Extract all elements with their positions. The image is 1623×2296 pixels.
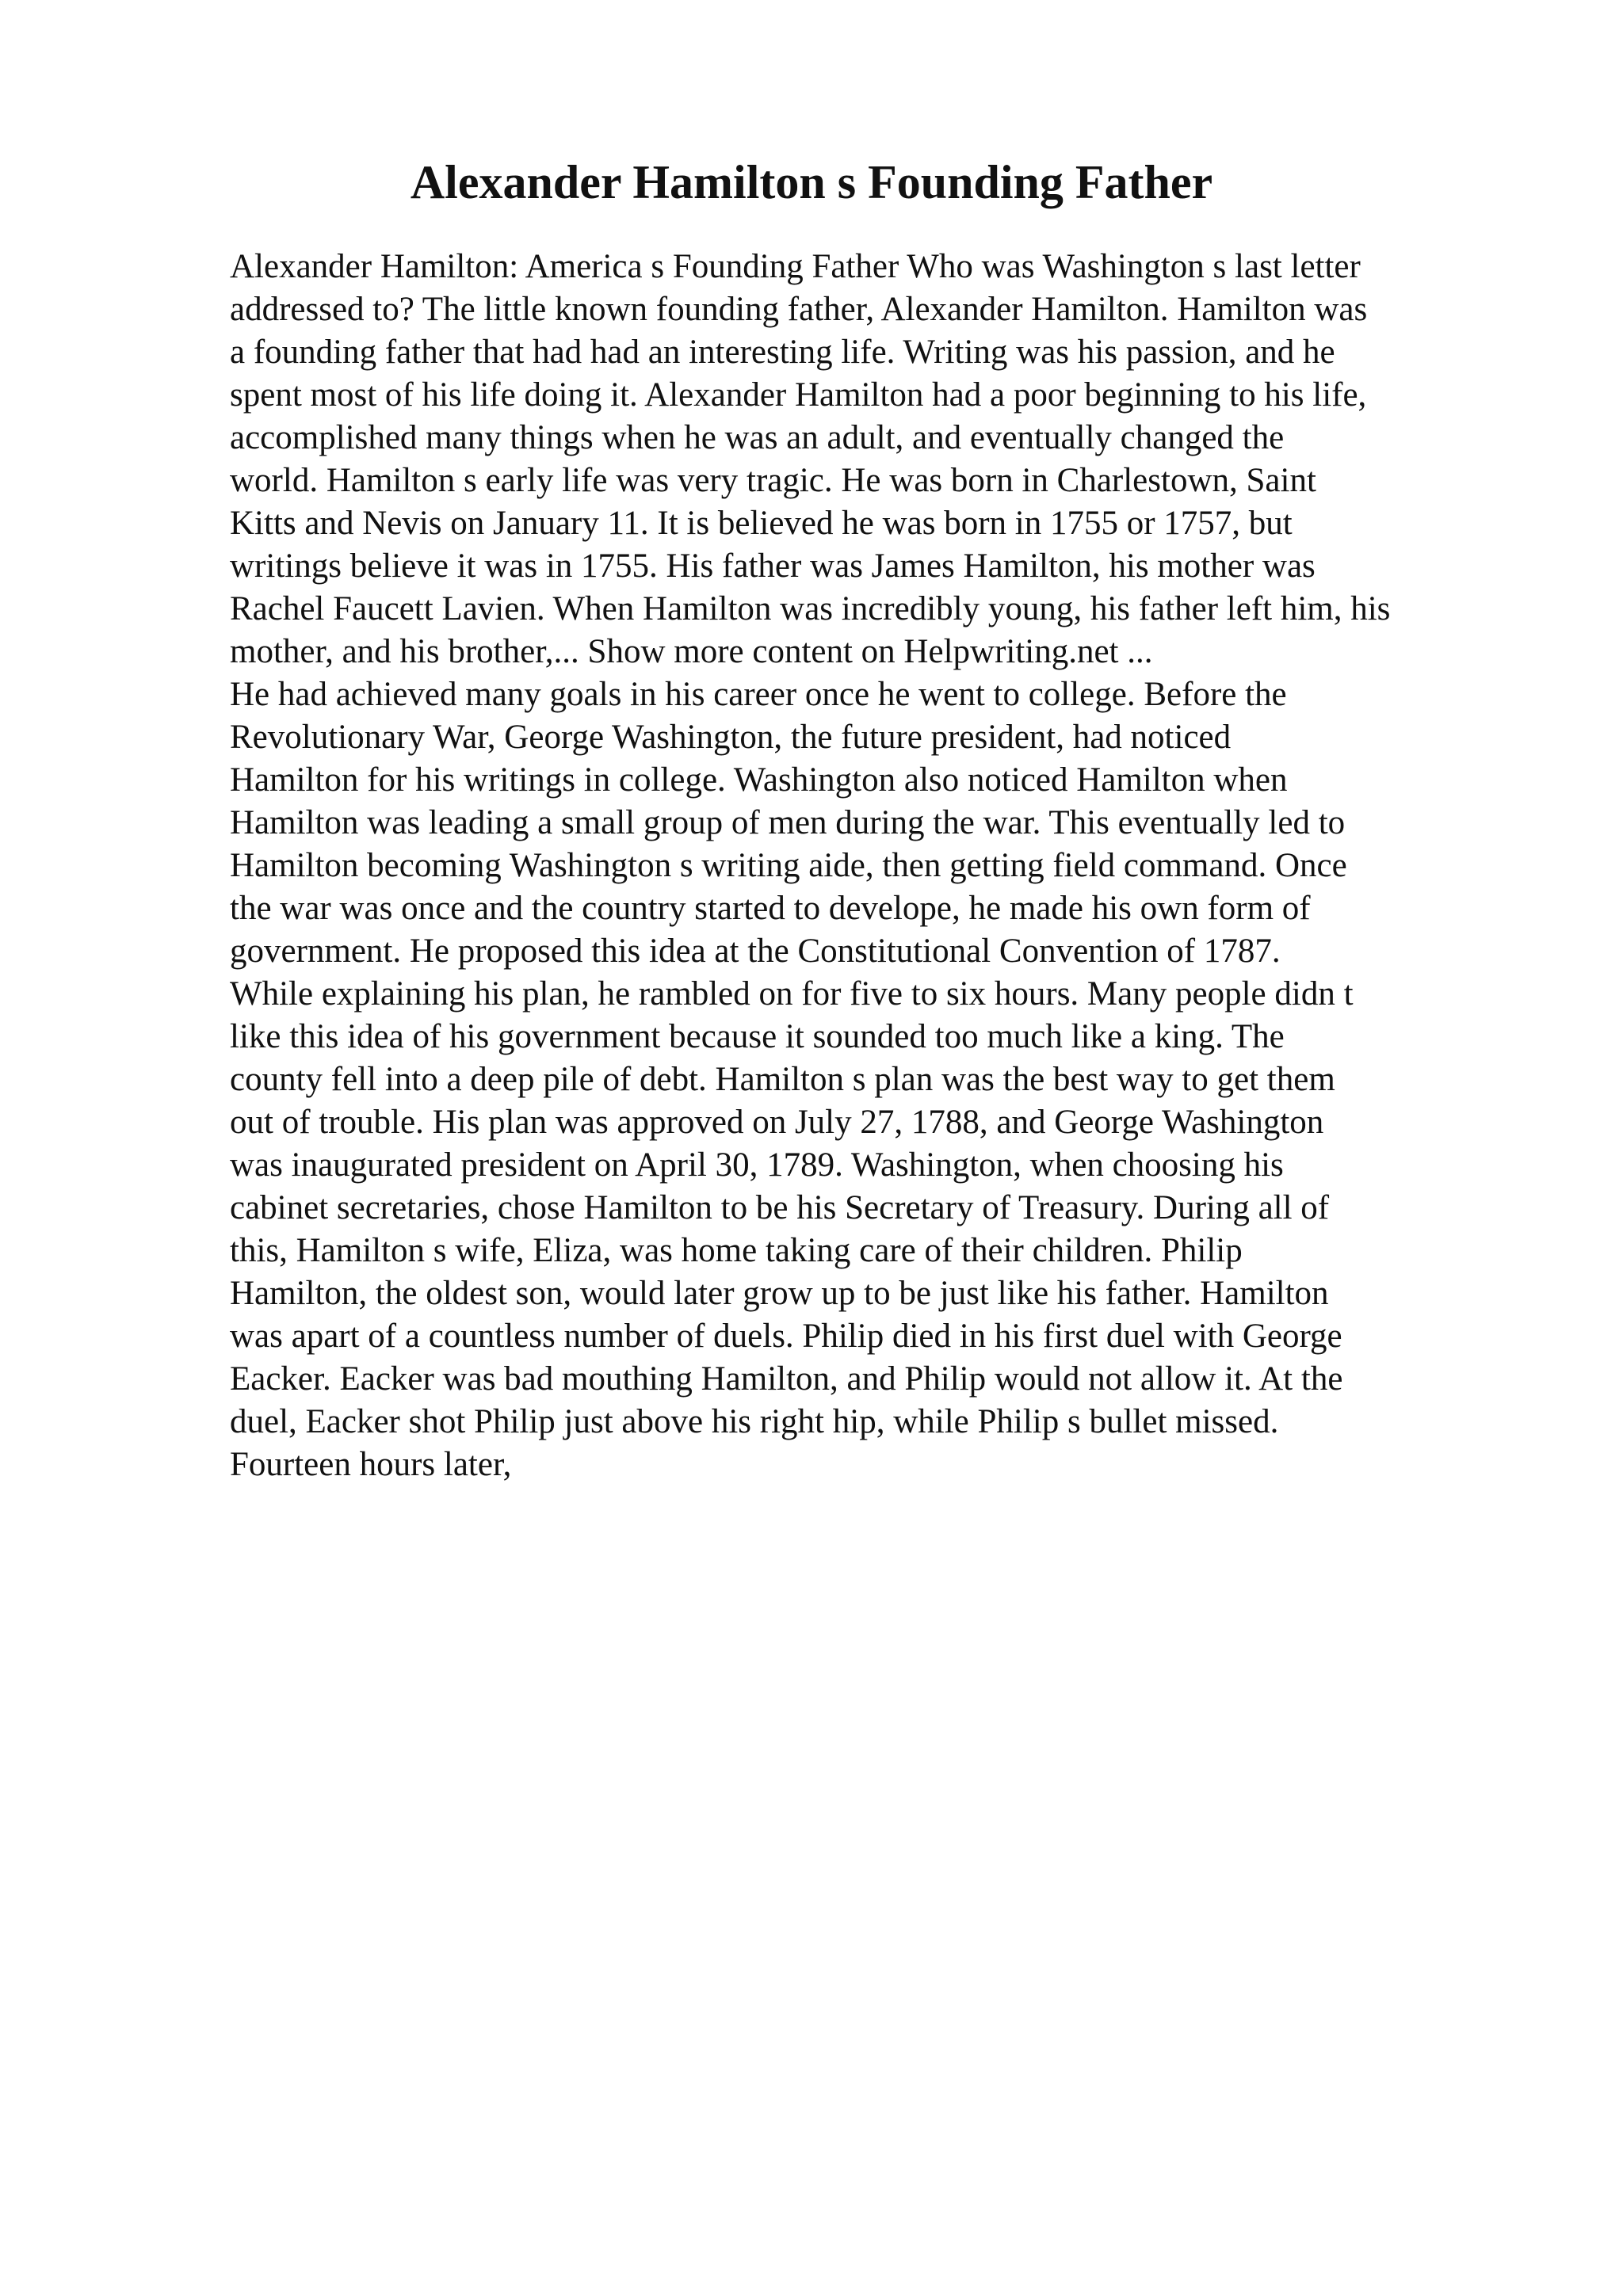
text-line: world. Hamilton s early life was very tragic. He was born in Charlestown, Saint [230, 462, 1316, 499]
text-line: cabinet secretaries, chose Hamilton to be his Secretary of Treasury. During all of [230, 1189, 1330, 1226]
text-line: addressed to? The little known founding father, Alexander Hamilton. Hamilton was [230, 291, 1368, 328]
text-line: Alexander Hamilton: America s Founding Father Who was Washington s last letter [230, 248, 1361, 285]
text-line: Revolutionary War, George Washington, the future president, had noticed [230, 719, 1232, 756]
text-line: duel, Eacker shot Philip just above his right hip, while Philip s bullet missed. [230, 1403, 1279, 1440]
text-line: government. He proposed this idea at the Constitutional Convention of 1787. [230, 933, 1281, 970]
text-line: spent most of his life doing it. Alexander Hamilton had a poor beginning to his life, [230, 376, 1367, 414]
text-line: Rachel Faucett Lavien. When Hamilton was incredibly young, his father left him, his [230, 590, 1391, 627]
text-line: While explaining his plan, he rambled on for five to six hours. Many people didn t [230, 975, 1354, 1013]
text-line: the war was once and the country started to develope, he made his own form of [230, 890, 1311, 927]
text-line: mother, and his brother,... Show more content on Helpwriting.net ... [230, 633, 1153, 670]
text-line: a founding father that had had an interesting life. Writing was his passion, and he [230, 334, 1335, 371]
text-line: Hamilton for his writings in college. Washington also noticed Hamilton when [230, 761, 1288, 799]
text-line: Hamilton becoming Washington s writing aide, then getting field command. Once [230, 847, 1347, 884]
text-line: was inaugurated president on April 30, 1789. Washington, when choosing his [230, 1146, 1284, 1184]
text-line: this, Hamilton s wife, Eliza, was home taking care of their children. Philip [230, 1232, 1243, 1269]
text-line: He had achieved many goals in his career once he went to college. Before the [230, 676, 1287, 713]
text-line: Hamilton was leading a small group of men during the war. This eventually led to [230, 804, 1346, 841]
text-line: accomplished many things when he was an adult, and eventually changed the [230, 419, 1285, 456]
text-line: Fourteen hours later, [230, 1446, 512, 1483]
text-line: was apart of a countless number of duels. Philip died in his first duel with George [230, 1318, 1342, 1355]
text-line: writings believe it was in 1755. His father was James Hamilton, his mother was [230, 547, 1316, 585]
text-line: Eacker. Eacker was bad mouthing Hamilton, and Philip would not allow it. At the [230, 1360, 1343, 1398]
text-line: Hamilton, the oldest son, would later grow up to be just like his father. Hamilton [230, 1275, 1329, 1312]
document-title: Alexander Hamilton s Founding Father [410, 156, 1213, 208]
text-line: county fell into a deep pile of debt. Hamilton s plan was the best way to get them [230, 1061, 1335, 1098]
text-line: Kitts and Nevis on January 11. It is believed he was born in 1755 or 1757, but [230, 505, 1293, 542]
text-line: like this idea of his government because it sounded too much like a king. The [230, 1018, 1285, 1055]
text-line: out of trouble. His plan was approved on July 27, 1788, and George Washington [230, 1104, 1324, 1141]
document-body [230, 246, 1498, 1486]
